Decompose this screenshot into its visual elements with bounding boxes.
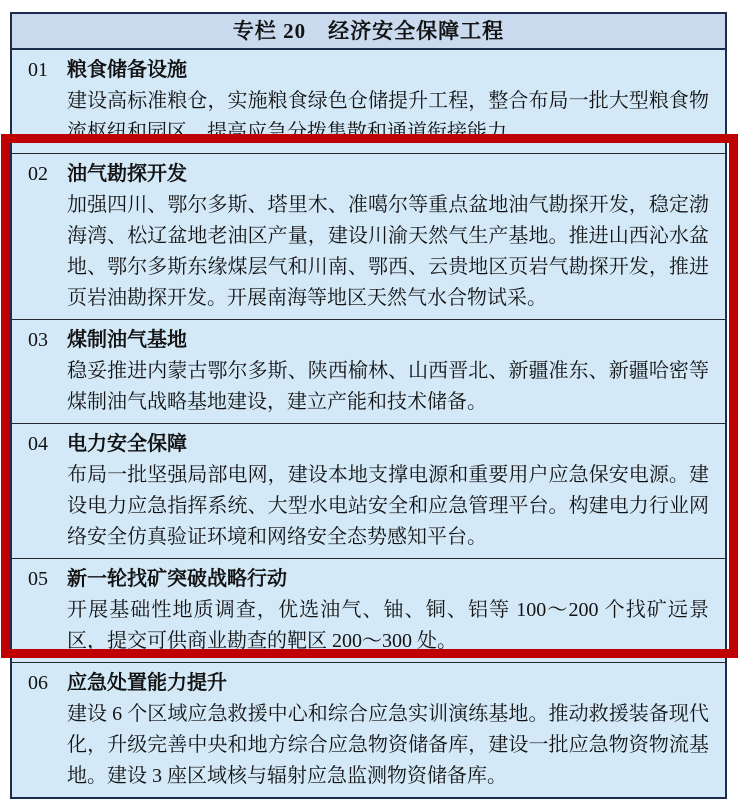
table-title: 专栏 20 经济安全保障工程 bbox=[12, 14, 725, 50]
section-row-03 bbox=[12, 319, 725, 423]
section-title: 煤制油气基地 bbox=[67, 329, 187, 351]
section-description: 加强四川、鄂尔多斯、塔里木、准噶尔等重点盆地油气勘探开发，稳定渤海湾、松辽盆地老油区产量，建设川渝天然气生产基地。推进山西沁水盆地、鄂尔多斯东缘煤层气和川南、鄂西、云贵地区页岩气勘探开发，推进页岩油勘探开发。开展南海等地区天然气水合物试采。 bbox=[67, 194, 709, 309]
section-row-01 bbox=[12, 50, 725, 153]
section-title: 新一轮找矿突破战略行动 bbox=[67, 568, 287, 590]
section-title: 应急处置能力提升 bbox=[67, 672, 227, 694]
section-description: 建设高标准粮仓，实施粮食绿色仓储提升工程，整合布局一批大型粮食物流枢纽和园区，提高应急分拨集散和通道衔接能力。 bbox=[67, 90, 709, 143]
section-title: 油气勘探开发 bbox=[67, 163, 187, 185]
section-description: 布局一批坚强局部电网，建设本地支撑电源和重要用户应急保安电源。建设电力应急指挥系统、大型水电站安全和应急管理平台。构建电力行业网络安全仿真验证环境和网络安全态势感知平台。 bbox=[67, 464, 709, 548]
section-row-06 bbox=[12, 662, 725, 797]
section-row-05 bbox=[12, 558, 725, 662]
section-description: 建设 6 个区域应急救援中心和综合应急实训演练基地。推动救援装备现代化，升级完善中央和地方综合应急物资储备库，建设一批应急物资物流基地。建设 3 座区域核与辐射应急监测物资储备库。 bbox=[67, 703, 709, 787]
column-table bbox=[10, 12, 727, 799]
section-number: 03 bbox=[28, 329, 48, 351]
section-number: 02 bbox=[28, 163, 48, 185]
section-description: 开展基础性地质调查，优选油气、铀、铜、铝等 100～200 个找矿远景区，提交可供商业勘查的靶区 200～300 处。 bbox=[67, 599, 709, 652]
section-number: 04 bbox=[28, 433, 48, 455]
section-title: 电力安全保障 bbox=[67, 433, 187, 455]
section-row-02 bbox=[12, 153, 725, 319]
section-description: 稳妥推进内蒙古鄂尔多斯、陕西榆林、山西晋北、新疆准东、新疆哈密等煤制油气战略基地建设，建立产能和技术储备。 bbox=[67, 360, 709, 413]
section-number: 01 bbox=[28, 59, 48, 81]
section-title: 粮食储备设施 bbox=[67, 59, 187, 81]
section-row-04 bbox=[12, 423, 725, 558]
section-number: 06 bbox=[28, 672, 48, 694]
section-number: 05 bbox=[28, 568, 48, 590]
